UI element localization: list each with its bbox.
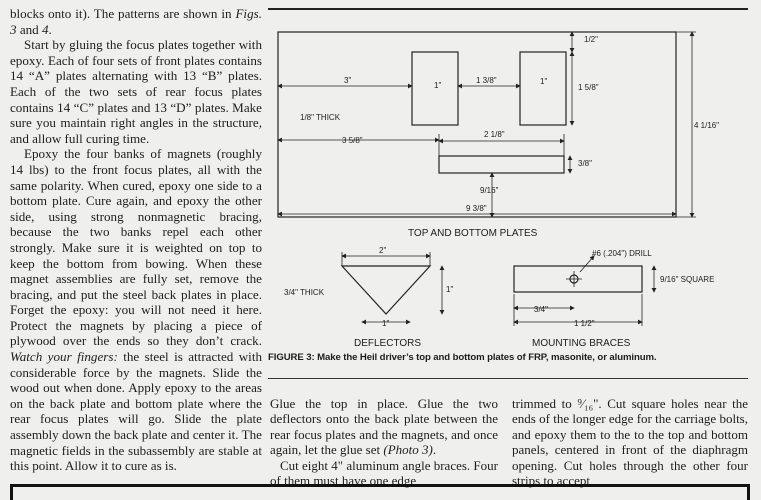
dim-slot-height: 1 5/8" <box>578 83 599 92</box>
dim-mid-gap: 1 3/8" <box>476 76 497 85</box>
brace-offset: 3/4" <box>534 305 548 314</box>
text-run: Cut eight 4" aluminum angle braces. Four of them must have one edge <box>270 457 498 489</box>
dim-rect-height: 3/8" <box>578 159 592 168</box>
deflector-bottom: 1" <box>382 319 390 328</box>
text-run: blocks onto it). The patterns are shown in <box>10 6 236 21</box>
top-bottom-plates-title: TOP AND BOTTOM PLATES <box>408 228 538 239</box>
mounting-braces-title: MOUNTING BRACES <box>532 338 631 349</box>
dim-total-width: 9 3/8" <box>466 204 487 213</box>
slot-2 <box>520 52 566 125</box>
text-run: . <box>48 21 52 37</box>
text-run: Start by gluing the focus plates together with epoxy. Each of four sets of front plates contains 14 “A” plates alternating with 13 “B” plates. Each of the two sets of rear focus plates contains 14 “C” plates and 13 “D” plates. Make sure you maintain right angles in the structure, and allow full curing time. <box>10 37 262 146</box>
paragraph <box>10 37 262 146</box>
middle-text-column <box>270 396 498 488</box>
dim-to-rect: 3 5/8" <box>342 136 363 145</box>
brace-length: 1 1/2" <box>574 319 595 328</box>
right-text-column <box>512 396 748 488</box>
dim-slot-width-2: 1" <box>540 77 548 86</box>
deflector-thickness: 3/4" THICK <box>284 288 325 297</box>
next-box-border <box>10 484 750 500</box>
text-run: and <box>16 21 42 37</box>
deflector-triangle <box>342 266 430 314</box>
text-run: . <box>432 442 437 458</box>
deflectors-title: DEFLECTORS <box>354 338 422 349</box>
figure-3-diagram <box>262 10 752 350</box>
figure-caption: FIGURE 3: Make the Heil driver’s top and bottom plates of FRP, masonite, or aluminum. <box>268 352 657 363</box>
text-run: Watch your fingers: <box>10 349 118 365</box>
text-run: the steel is attracted with considerable force by the magnets. Slide the wood out when done. Apply epoxy to the areas on the back plate and bottom plate where the rear focus plates will go. Slide the plate assembly down the back plate and center it. The magnetic fields in the subassembly are stable at this point. Allow it to cure as is. <box>10 349 263 474</box>
left-text-column <box>10 6 262 474</box>
brace-square: 9/16" SQUARE <box>660 275 715 284</box>
text-run: Glue the top in place. Glue the two deflectors onto the back plate between the rear focus plates and the magnets, and once again, let the glue set <box>270 396 498 458</box>
text-run: trimmed to ⁹⁄₁₆". Cut square holes near the ends of the longer edge for the carriage bolts, and epoxy them to the to the top and bottom panels, centered in front of the diaphragm opening. Cut holes through the other four strips to accept <box>512 396 748 489</box>
text-run: Epoxy the four banks of magnets (roughly 14 lbs) to the front focus plates, all with the same polarity. When cured, epoxy one side to a bottom plate. Cure again, and epoxy the other side, using strong nonmagnetic bracing, because the two banks repel each other strongly. Make sure it is weighted on top to keep the bottom from bowing. When these magnet assemblies are fully set, remove the bracing, and put the steel back plates in place. Forget the epoxy: you will not need it here. Protect the magnets by placing a piece of plywood over the ends so they don’t crack. <box>10 146 262 349</box>
paragraph <box>270 396 498 458</box>
text-run: (Photo 3) <box>383 442 433 458</box>
paragraph <box>512 396 748 488</box>
bottom-rect <box>439 156 564 173</box>
deflector-height: 1" <box>446 285 454 294</box>
top-plate-outline <box>278 32 676 217</box>
paragraph <box>10 6 262 37</box>
dim-total-height: 4 1/16" <box>694 121 720 130</box>
dim-top-gap: 1/2" <box>584 35 598 44</box>
paragraph <box>10 146 262 473</box>
deflector-width: 2" <box>379 246 387 255</box>
text-run: Figs. 3 <box>10 6 262 37</box>
top-plate-thickness: 1/8" THICK <box>300 113 341 122</box>
dim-bottom-gap: 9/16" <box>480 186 499 195</box>
text-run: 4 <box>42 21 49 37</box>
brace-drill: #6 (.204") DRILL <box>592 249 652 258</box>
dim-rect-width: 2 1/8" <box>484 130 505 139</box>
dim-left-gap: 3" <box>344 76 352 85</box>
caption-rule <box>268 378 748 379</box>
dim-slot-width-1: 1" <box>434 81 442 90</box>
